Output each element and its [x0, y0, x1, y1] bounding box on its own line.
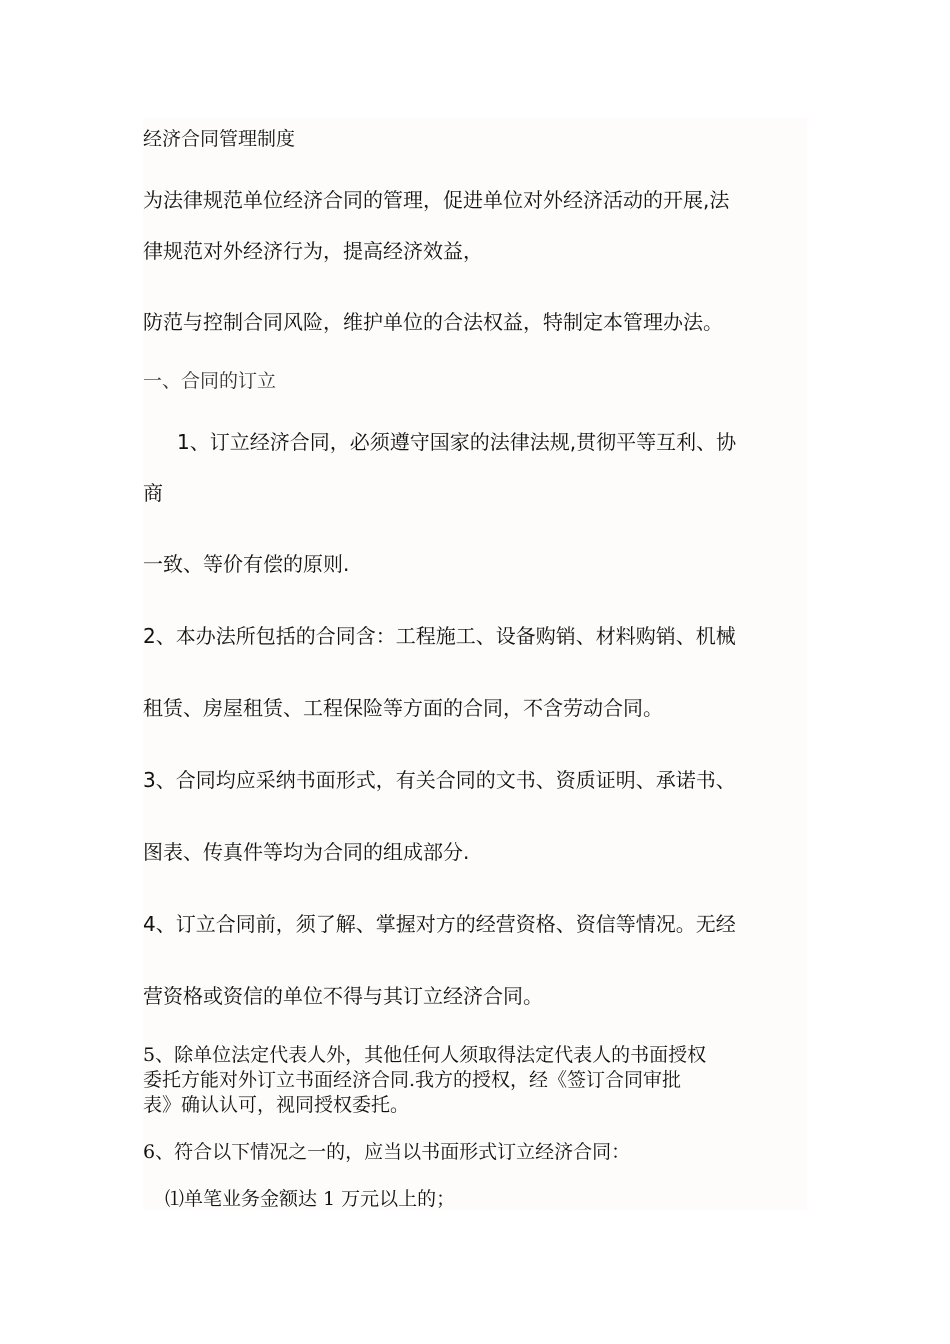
intro-line-3: 防范与控制合同风险，维护单位的合法权益，特制定本管理办法。 — [143, 310, 723, 334]
item5-line-3: 表》确认认可，视同授权委托。 — [143, 1094, 410, 1116]
item3-line-1: 3、合同均应采纳书面形式，有关合同的文书、资质证明、承诺书、 — [143, 768, 736, 792]
item2-line-2: 租赁、房屋租赁、工程保险等方面的合同，不含劳动合同。 — [143, 696, 663, 720]
item6-line: 6、符合以下情况之一的，应当以书面形式订立经济合同： — [143, 1141, 631, 1163]
intro-line-1: 为法律规范单位经济合同的管理，促进单位对外经济活动的开展,法 — [143, 188, 730, 212]
item6-sub1-line: ⑴单笔业务金额达 1 万元以上的； — [165, 1188, 456, 1210]
section-heading: 一、合同的订立 — [143, 370, 277, 392]
item1-line-3: 一致、等价有偿的原则. — [143, 552, 350, 576]
item5-line-2: 委托方能对外订立书面经济合同.我方的授权，经《签订合同审批 — [143, 1069, 682, 1091]
document-title: 经济合同管理制度 — [143, 128, 296, 150]
item3-line-2: 图表、传真件等均为合同的组成部分. — [143, 840, 470, 864]
item4-line-1: 4、订立合同前，须了解、掌握对方的经营资格、资信等情况。无经 — [143, 912, 736, 936]
intro-line-2: 律规范对外经济行为，提高经济效益， — [143, 239, 483, 263]
item5-line-1: 5、除单位法定代表人外，其他任何人须取得法定代表人的书面授权 — [143, 1044, 707, 1066]
item2-line-1: 2、本办法所包括的合同含：工程施工、设备购销、材料购销、机械 — [143, 624, 736, 648]
item1-line-2: 商 — [143, 481, 163, 505]
item1-line-1: 1、订立经济合同，必须遵守国家的法律法规,贯彻平等互利、协 — [177, 430, 737, 454]
item4-line-2: 营资格或资信的单位不得与其订立经济合同。 — [143, 984, 543, 1008]
